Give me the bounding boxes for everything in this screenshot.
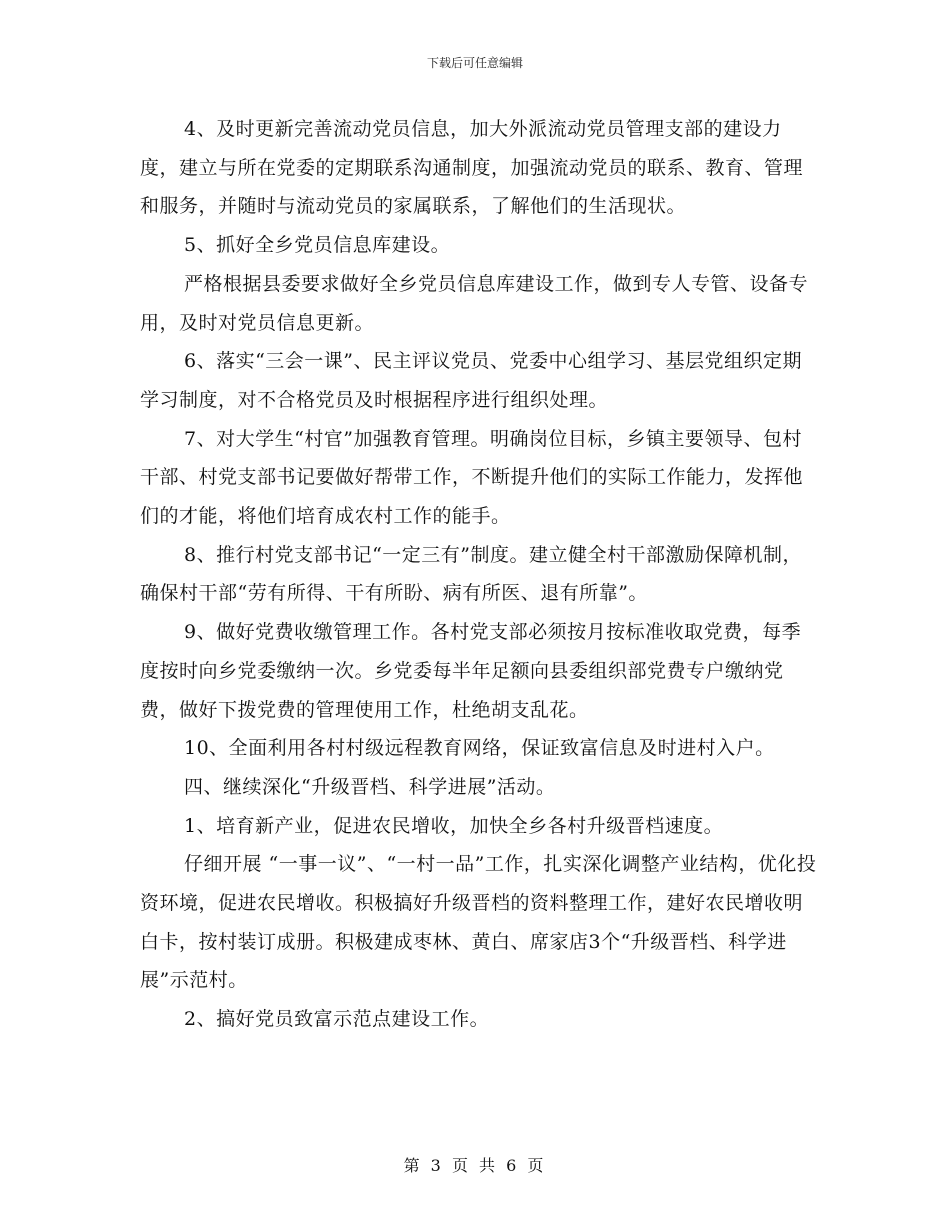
paragraph-6: 8、推行村党支部书记“一定三有”制度。建立健全村干部激励保障机制，确保村干部“劳有所得、干有所盼、病有所医、退有所靠”。 [140, 543, 803, 605]
page-header: 下载后可任意编辑 [426, 56, 523, 70]
paragraph-4: 6、落实“三会一课”、民主评议党员、党委中心组学习、基层党组织定期学习制度，对不合格党员及时根据程序进行组织处理。 [140, 350, 803, 411]
paragraph-11: 2、搞好党员致富示范点建设工作。 [184, 1008, 490, 1031]
page-footer: 第 3 页 共 6 页 [403, 1156, 547, 1175]
paragraph-10: 仔细开展 “一事一议”、“一村一品”工作，扎实深化调整产业结构，优化投资环境，促进农民增收。积极搞好升级晋档的资料整理工作，建好农民增收明白卡，按村装订成册。积极建成枣林、黄白、席家店3个“升级晋档、科学进展”示范村。 [140, 853, 817, 992]
paragraph-7: 9、做好党费收缴管理工作。各村党支部必须按月按标准收取党费，每季度按时向乡党委缴纳一次。乡党委每半年足额向县委组织部党费专户缴纳党费，做好下拨党费的管理使用工作，杜绝胡支乱花。 [140, 621, 802, 721]
paragraph-8: 10、全面利用各村村级远程教育网络，保证致富信息及时进村入户。 [184, 737, 775, 760]
document-body [140, 110, 820, 1039]
paragraph-9: 1、培育新产业，促进农民增收，加快全乡各村升级晋档速度。 [184, 814, 724, 837]
paragraph-5: 7、对大学生“村官”加强教育管理。明确岗位目标，乡镇主要领导、包村干部、村党支部书记要做好帮带工作，不断提升他们的实际工作能力，发挥他们的才能，将他们培育成农村工作的能手。 [140, 427, 804, 528]
paragraph-3: 严格根据县委要求做好全乡党员信息库建设工作，做到专人专管、设备专用，及时对党员信息更新。 [140, 272, 809, 334]
paragraph-1: 4、及时更新完善流动党员信息，加大外派流动党员管理支部的建设力度，建立与所在党委的定期联系沟通制度，加强流动党员的联系、教育、管理和服务，并随时与流动党员的家属联系，了解他们的生活现状。 [140, 118, 804, 218]
paragraph-2: 5、抓好全乡党员信息库建设。 [184, 234, 451, 257]
section-heading: 四、继续深化“升级晋档、科学进展”活动。 [184, 775, 556, 798]
